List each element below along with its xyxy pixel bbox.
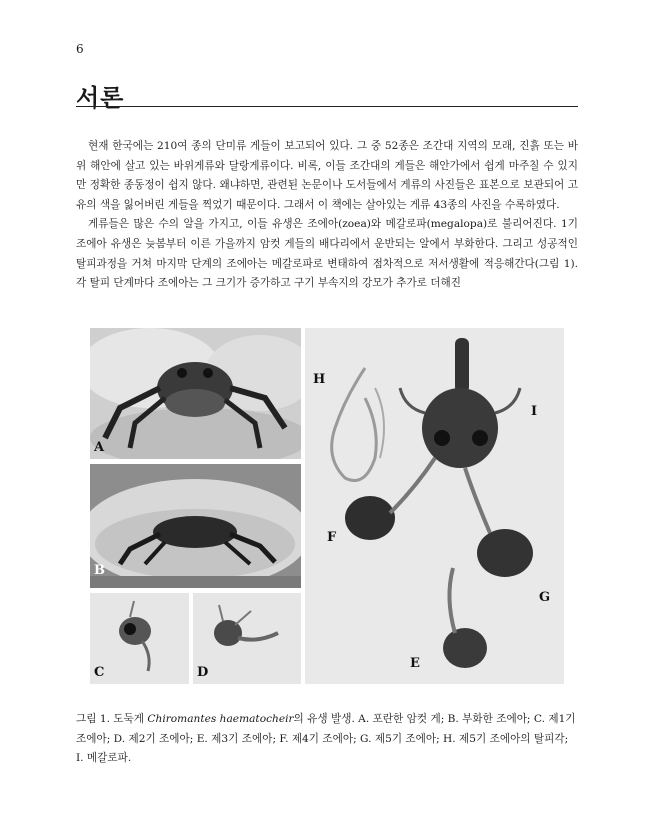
photo-panel-c bbox=[90, 593, 189, 684]
paragraph-1: 현재 한국에는 210여 종의 단미류 게들이 보고되어 있다. 그 중 52종은 조간대 지역의 모래, 진흙 또는 바위 해안에 살고 있는 바위게류와 달랑게류이다. 비록, 이들 조간대의 게들은 해안가에서 쉽게 마주칠 수 있지만 정확한 종동정이 쉽지 않다. 왜냐하면, 관련된 논문이나 도서들에서 게류의 사진들은 표본으로 보관되어 고유의 색을 잃어버린 게들을 찍었기 때문이다. 그래서 이 책에는 살아있는 게류 43종의 사진을 수록하였다. bbox=[76, 140, 578, 211]
panel-letter-e: E bbox=[410, 656, 420, 671]
panel-letter-c: C bbox=[94, 665, 105, 680]
larvae-stages-image bbox=[305, 328, 564, 684]
title-rule bbox=[76, 106, 578, 107]
panel-letter-h: H bbox=[313, 372, 326, 387]
photo-panel-d bbox=[193, 593, 301, 684]
panel-letter-a: A bbox=[94, 440, 105, 455]
crab-in-hand-image bbox=[90, 328, 301, 459]
panel-letter-b: B bbox=[94, 563, 105, 578]
zoea-stage-1-image bbox=[90, 593, 189, 684]
photo-panel-b bbox=[90, 464, 301, 588]
panel-letter-d: D bbox=[197, 665, 209, 680]
crab-in-dish-image bbox=[90, 464, 301, 588]
figure-1 bbox=[90, 328, 564, 684]
caption-suffix: 의 유생 발생. A. 포란한 암컷 게; B. 부화한 조에아; C. 제1기 조에아; D. 제2기 조에아; E. 제3기 조에아; F. 제4기 조에아; G. 제5기 조에아; H. 제5기 조에아의 탈피각; I. 메갈로파. bbox=[76, 713, 576, 765]
photo-panel-a bbox=[90, 328, 301, 459]
caption-species: Chiromantes haematocheir bbox=[147, 713, 294, 725]
photo-panel-larvae bbox=[305, 328, 564, 684]
page-number: 6 bbox=[76, 42, 84, 56]
panel-letter-g: G bbox=[539, 590, 551, 605]
page-title: 서론 bbox=[76, 84, 125, 112]
figure-caption bbox=[76, 710, 578, 769]
zoea-stage-2-image bbox=[193, 593, 301, 684]
body-text bbox=[76, 137, 578, 294]
caption-prefix: 그림 1. 도둑게 bbox=[76, 713, 148, 725]
paragraph-2: 게류들은 많은 수의 알을 가지고, 이들 유생은 조에아(zoea)와 메갈로파(megalopa)로 불리어진다. 1기 조에아 유생은 늦봄부터 이른 가을까지 암컷 게들의 배다리에서 운반되는 알에서 부화한다. 그리고 성공적인 탈피과정을 거쳐 마지막 단계의 조에아는 메갈로파로 변태하여 점차적으로 저서생활에 적응해간다(그림 1). 각 탈피 단계마다 조에아는 그 크기가 증가하고 구기 부속지의 강모가 추가로 더해진 bbox=[76, 218, 578, 290]
panel-letter-i: I bbox=[531, 404, 538, 419]
panel-letter-f: F bbox=[327, 530, 337, 545]
